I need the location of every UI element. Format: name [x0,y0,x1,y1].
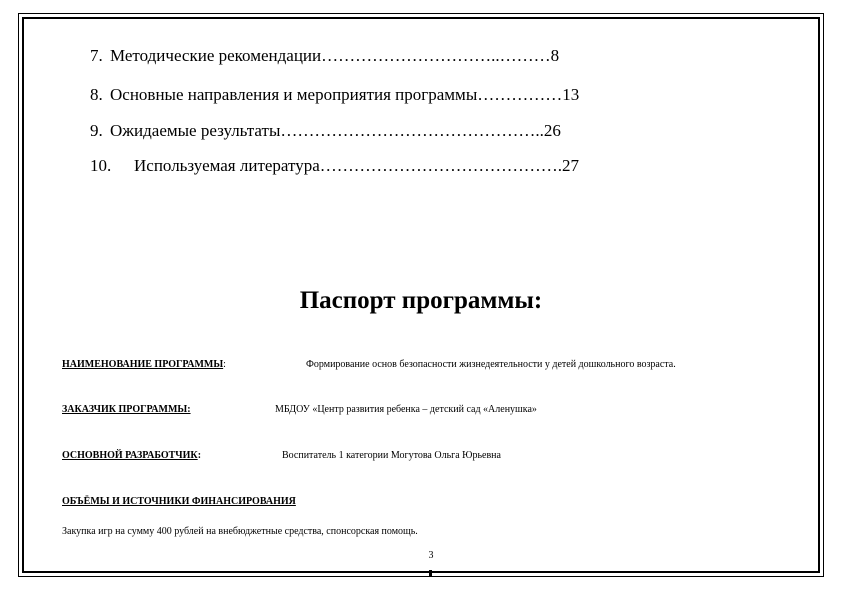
passport-name-label: НАИМЕНОВАНИЕ ПРОГРАММЫ [62,359,224,370]
toc-item [90,46,559,66]
passport-developer-separator: : [197,450,202,461]
toc-item [90,85,579,105]
passport-name-separator: : [223,359,226,370]
toc-item-leader: …………………………..……… [321,46,551,65]
passport-developer-value: Воспитатель 1 категории Могутова Ольга Юрьевна [282,450,501,461]
passport-customer-label-text: ЗАКАЗЧИК ПРОГРАММЫ: [62,404,191,415]
toc-item-number: 8. [90,85,103,104]
toc-item [90,156,579,176]
passport-name-row [62,358,226,371]
toc-item-number: 9. [90,121,103,140]
passport-customer-label [62,403,191,416]
toc-item-number: 10. [90,156,112,175]
toc-item-text: Ожидаемые результаты [110,121,281,140]
page-title: Паспорт программы: [299,287,543,314]
toc-item-number: 7. [90,46,103,65]
passport-funding-label [62,495,296,508]
toc-item-leader: …………… [477,85,563,104]
toc-item-text: Методические рекомендации [110,46,322,65]
toc-item [90,121,561,141]
toc-item-page: 26 [543,121,561,140]
toc-item-leader: ……………………………………. [319,156,563,175]
passport-funding-value: Закупка игр на сумму 400 рублей на внебюджетные средства, спонсорская помощь. [62,526,418,537]
toc-item-page: 13 [562,85,580,104]
passport-customer-value: МБДОУ «Центр развития ребенка – детский сад «Аленушка» [275,404,537,415]
footer-mark [429,570,432,576]
toc-item-leader: ……………………………………….. [280,121,544,140]
toc-item-page: 8 [550,46,560,65]
passport-developer-label: ОСНОВНОЙ РАЗРАБОТЧИК [62,450,198,461]
toc-item-text: Используемая литература [134,156,320,175]
passport-name-value: Формирование основ безопасности жизнедеятельности у детей дошкольного возраста. [306,359,676,370]
passport-funding-label-text: ОБЪЁМЫ И ИСТОЧНИКИ ФИНАНСИРОВАНИЯ [62,496,296,507]
toc-item-text: Основные направления и мероприятия программы [110,85,478,104]
passport-developer-row [62,449,201,462]
toc-item-page: 27 [562,156,580,175]
page-number: 3 [428,550,434,561]
